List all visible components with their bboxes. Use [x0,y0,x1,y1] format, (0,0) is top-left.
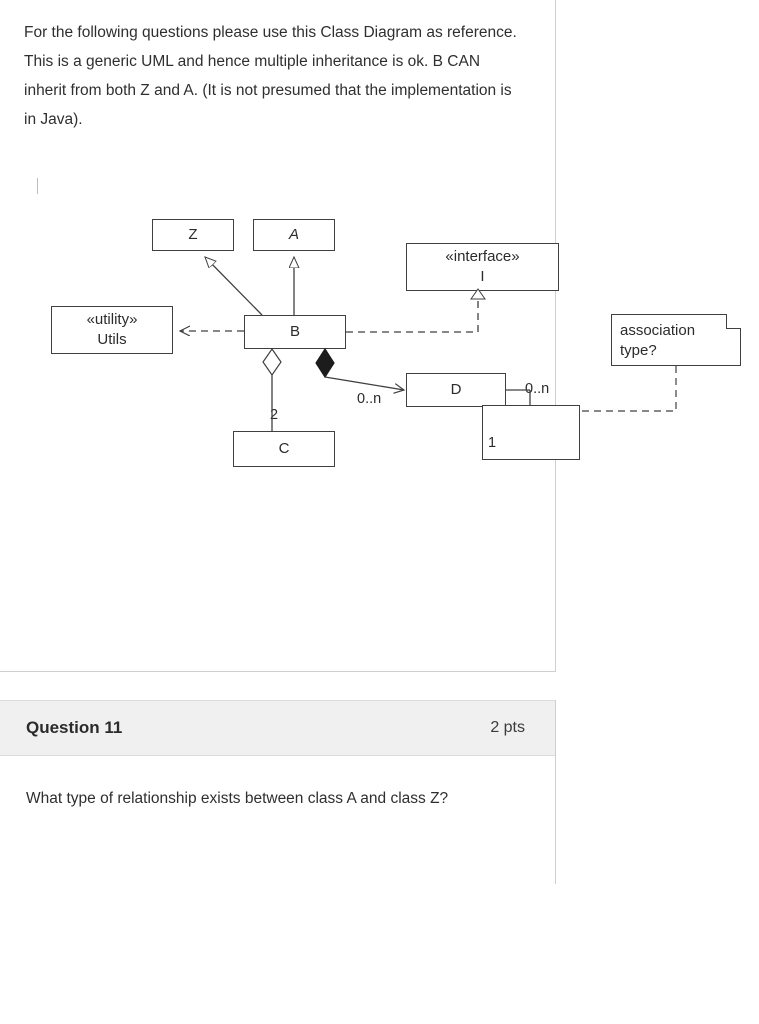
note-line-1: association [620,322,696,339]
question-title: Question 11 [26,718,123,737]
class-label-a: A [288,226,299,243]
realization-b-to-interface [346,299,478,332]
aggregation-diamond [263,349,281,375]
class-label-i: I [480,268,485,285]
diagram-connectors [0,195,759,495]
note-anchor-line [580,366,676,411]
class-label-d: D [450,381,462,398]
question-header [0,700,555,756]
class-label-utils: Utils [97,331,127,348]
text-caret [37,178,38,194]
realization-arrowhead [471,289,485,299]
stereotype-interface: «interface» [445,248,520,265]
question-panel [0,700,556,884]
class-label-b: B [289,323,300,340]
composition-diamond [316,349,334,377]
intro-text: For the following questions please use this Class Diagram as reference. This is a generic UML and hence multiple inheritance is ok. B CAN inherit from both Z and A. (It is not presumed that the implementation is in Java). [24,24,517,128]
multiplicity-assoc-left: 1 [488,435,497,451]
composition-b-to-d-line [325,377,404,390]
question-body [0,756,555,884]
multiplicity-b-c: 2 [270,407,279,423]
generalization-b-to-z [205,257,262,315]
class-label-z: Z [188,226,198,243]
multiplicity-b-d: 0..n [357,391,382,407]
note-line-2: type? [620,342,657,359]
question-text: What type of relationship exists between class A and class Z? [26,790,449,807]
question-points: 2 pts [490,719,525,736]
multiplicity-d-right: 0..n [525,381,550,397]
class-label-c: C [278,440,290,457]
stereotype-utility: «utility» [86,311,138,328]
uml-class-diagram [0,195,759,495]
